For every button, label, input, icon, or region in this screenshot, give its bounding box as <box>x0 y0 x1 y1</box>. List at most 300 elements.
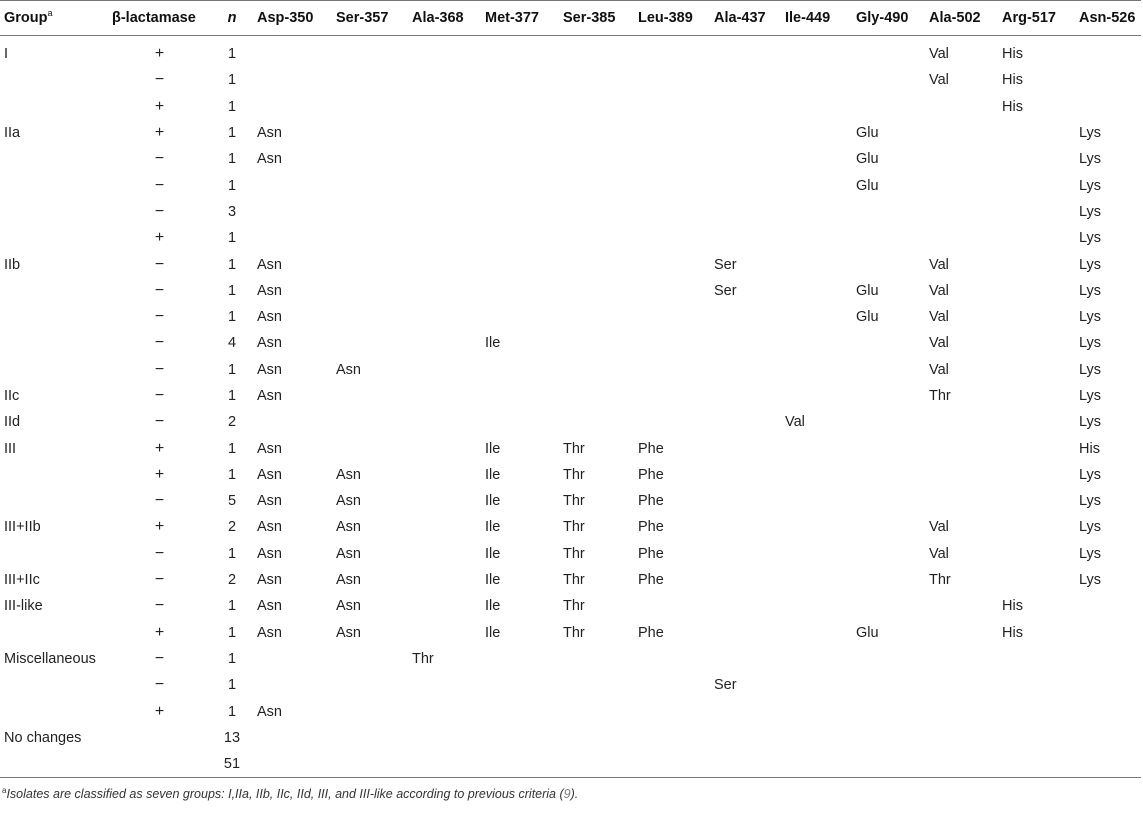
substitution-cell <box>336 751 412 777</box>
substitution-cell: Lys <box>1079 309 1102 326</box>
substitution-cell <box>714 383 785 409</box>
substitution-cell <box>785 94 856 120</box>
substitution-cell <box>1002 278 1079 304</box>
table-row <box>0 225 1141 251</box>
header-position: Ile-449 <box>785 10 831 26</box>
substitution-cell <box>638 67 714 93</box>
substitution-cell <box>563 646 638 672</box>
table-row <box>0 751 1141 777</box>
header-position: Ala-502 <box>929 10 981 26</box>
substitution-cell <box>856 698 929 724</box>
substitution-cell <box>563 225 638 251</box>
substitution-cell: Lys <box>1079 466 1102 483</box>
substitution-cell <box>785 725 856 751</box>
substitution-cell: Lys <box>1079 361 1102 378</box>
substitution-cell <box>1002 251 1079 277</box>
substitution-cell: Lys <box>1079 493 1102 510</box>
substitution-cell <box>638 94 714 120</box>
substitution-cell <box>856 251 929 277</box>
substitution-cell <box>714 646 785 672</box>
table-row <box>0 514 1141 540</box>
substitution-cell <box>856 593 929 619</box>
substitution-cell: Thr <box>563 493 585 510</box>
substitution-cell <box>1002 567 1079 593</box>
substitution-cell <box>785 146 856 172</box>
substitution-cell <box>638 35 714 67</box>
substitution-cell: Val <box>929 519 949 536</box>
substitution-cell <box>336 383 412 409</box>
group-cell <box>0 304 112 330</box>
substitution-cell <box>856 330 929 356</box>
substitution-cell <box>336 725 412 751</box>
substitution-cell <box>638 725 714 751</box>
substitution-cell <box>638 278 714 304</box>
substitution-cell <box>563 751 638 777</box>
group-cell <box>0 278 112 304</box>
substitution-cell: Asn <box>336 624 361 641</box>
substitution-cell <box>485 698 563 724</box>
substitution-cell <box>485 751 563 777</box>
substitution-cell <box>412 120 485 146</box>
substitution-cell <box>1079 35 1141 67</box>
beta-lactamase-cell: − <box>154 150 165 168</box>
substitution-cell <box>785 567 856 593</box>
beta-lactamase-cell: − <box>154 308 165 326</box>
group-cell <box>0 146 112 172</box>
substitution-cell <box>563 199 638 225</box>
group-cell <box>0 172 112 198</box>
substitution-cell <box>485 225 563 251</box>
substitution-cell <box>1079 94 1141 120</box>
n-cell: 1 <box>227 677 237 694</box>
substitution-cell <box>856 567 929 593</box>
beta-lactamase-cell: − <box>154 360 165 378</box>
table-row <box>0 251 1141 277</box>
substitution-cell <box>714 435 785 461</box>
substitution-cell: Phe <box>638 519 664 536</box>
group-cell <box>0 357 112 383</box>
substitution-cell <box>929 488 1002 514</box>
substitution-cell <box>929 593 1002 619</box>
substitution-cell <box>257 67 336 93</box>
substitution-cell <box>785 488 856 514</box>
substitution-cell <box>485 304 563 330</box>
substitution-cell <box>1002 383 1079 409</box>
footnote-text: Isolates are classified as seven groups: I,IIa, IIb, IIc, IId, III, and III-like according to previous criteria ( <box>6 787 564 802</box>
table-row <box>0 567 1141 593</box>
substitution-cell <box>1079 751 1141 777</box>
substitution-cell <box>412 251 485 277</box>
substitution-cell: Lys <box>1079 177 1102 194</box>
substitution-cell <box>929 146 1002 172</box>
substitution-cell <box>785 225 856 251</box>
n-cell: 13 <box>223 729 241 746</box>
substitution-cell <box>485 672 563 698</box>
substitution-cell: Lys <box>1079 545 1102 562</box>
substitution-cell: Ile <box>485 519 501 536</box>
substitution-cell: Val <box>929 282 949 299</box>
substitution-cell <box>1002 409 1079 435</box>
table-row <box>0 35 1141 67</box>
substitution-cell: His <box>1002 72 1023 89</box>
substitution-cell <box>412 672 485 698</box>
substitution-cell <box>856 357 929 383</box>
substitution-cell <box>714 725 785 751</box>
substitution-cell: Ser <box>714 677 737 694</box>
beta-lactamase-cell: + <box>154 702 165 720</box>
group-cell <box>0 199 112 225</box>
substitution-cell <box>714 541 785 567</box>
beta-lactamase-cell: − <box>154 676 165 694</box>
beta-lactamase-cell: − <box>154 413 165 431</box>
substitution-cell <box>1079 672 1141 698</box>
beta-lactamase-cell: − <box>154 255 165 273</box>
substitution-cell <box>257 94 336 120</box>
substitution-cell <box>412 278 485 304</box>
substitution-cell <box>714 357 785 383</box>
beta-lactamase-cell: − <box>154 649 165 667</box>
beta-lactamase-cell: − <box>154 571 165 589</box>
substitution-cell <box>1002 435 1079 461</box>
substitution-cell: Lys <box>1079 151 1102 168</box>
substitution-cell <box>1002 225 1079 251</box>
header-position: Ala-437 <box>714 10 766 26</box>
substitution-cell: Asn <box>257 572 282 589</box>
substitution-cell <box>929 120 1002 146</box>
table-header-rule <box>0 35 1141 36</box>
table-row <box>0 304 1141 330</box>
substitution-cell <box>638 357 714 383</box>
substitution-cell <box>638 304 714 330</box>
substitution-cell: Lys <box>1079 125 1102 142</box>
beta-lactamase-cell: − <box>154 176 165 194</box>
n-cell: 1 <box>227 624 237 641</box>
substitution-cell <box>638 199 714 225</box>
substitution-cell: His <box>1002 624 1023 641</box>
substitution-cell <box>257 725 336 751</box>
substitution-cell <box>563 120 638 146</box>
substitution-cell <box>412 383 485 409</box>
substitution-cell <box>563 67 638 93</box>
group-cell: III+IIb <box>4 519 41 536</box>
n-cell: 1 <box>227 177 237 194</box>
group-cell: IIb <box>4 256 21 273</box>
substitution-cell <box>1002 330 1079 356</box>
substitution-cell: Asn <box>257 282 282 299</box>
n-cell: 1 <box>227 598 237 615</box>
substitution-cell <box>336 35 412 67</box>
substitution-cell <box>563 383 638 409</box>
beta-lactamase-cell: + <box>154 97 165 115</box>
group-cell: Miscellaneous <box>4 650 96 667</box>
substitution-cell <box>638 409 714 435</box>
n-cell: 1 <box>227 256 237 273</box>
substitution-cell <box>563 251 638 277</box>
substitution-cell: Ile <box>485 493 501 510</box>
n-cell: 5 <box>227 493 237 510</box>
substitution-cell <box>1002 199 1079 225</box>
substitution-cell <box>412 172 485 198</box>
substitution-cell <box>929 751 1002 777</box>
substitution-cell: Phe <box>638 493 664 510</box>
substitution-cell <box>257 225 336 251</box>
substitution-cell: Asn <box>257 125 282 142</box>
table-row <box>0 94 1141 120</box>
substitution-cell <box>785 199 856 225</box>
substitution-cell: Phe <box>638 624 664 641</box>
substitution-cell <box>929 725 1002 751</box>
substitution-cell <box>336 199 412 225</box>
substitution-cell: Thr <box>929 388 951 404</box>
substitution-cell <box>412 435 485 461</box>
substitution-cell: Asn <box>257 309 282 326</box>
substitution-cell <box>336 225 412 251</box>
substitution-cell <box>638 383 714 409</box>
substitution-cell <box>638 120 714 146</box>
substitution-cell <box>785 304 856 330</box>
beta-lactamase-cell: − <box>154 71 165 89</box>
substitution-cell <box>714 514 785 540</box>
substitution-cell <box>563 330 638 356</box>
substitution-cell <box>412 751 485 777</box>
substitution-cell <box>785 35 856 67</box>
substitution-cell: Ile <box>485 624 501 641</box>
substitution-cell <box>638 251 714 277</box>
substitution-cell <box>714 330 785 356</box>
substitution-cell <box>714 199 785 225</box>
substitution-cell <box>856 646 929 672</box>
substitution-cell <box>638 698 714 724</box>
substitution-cell <box>1002 120 1079 146</box>
table-body <box>0 35 1141 777</box>
substitution-cell <box>1079 620 1141 646</box>
substitution-cell: Thr <box>563 624 585 641</box>
n-cell: 1 <box>227 72 237 89</box>
n-cell: 1 <box>227 46 237 63</box>
substitution-cell: Asn <box>336 545 361 562</box>
substitution-cell <box>412 567 485 593</box>
substitution-cell <box>638 330 714 356</box>
substitution-cell: His <box>1002 46 1023 63</box>
substitution-cell <box>1002 462 1079 488</box>
substitution-cell <box>929 225 1002 251</box>
beta-lactamase-cell: + <box>154 518 165 536</box>
substitution-cell: Phe <box>638 466 664 483</box>
substitution-cell: Thr <box>563 440 585 457</box>
substitution-cell: Lys <box>1079 388 1102 404</box>
substitution-cell <box>638 646 714 672</box>
substitution-cell: Asn <box>257 519 282 536</box>
substitution-cell <box>856 435 929 461</box>
substitution-cell <box>412 698 485 724</box>
beta-lactamase-cell: − <box>154 597 165 615</box>
substitution-cell <box>412 146 485 172</box>
substitution-cell: Asn <box>257 256 282 273</box>
group-cell: IId <box>4 414 21 431</box>
substitution-cell <box>485 146 563 172</box>
substitution-cell: Val <box>929 309 949 326</box>
substitution-cell <box>485 357 563 383</box>
substitution-cell <box>785 751 856 777</box>
substitution-cell <box>714 225 785 251</box>
substitution-cell: Asn <box>257 493 282 510</box>
substitution-cell: Thr <box>563 598 585 615</box>
substitution-cell <box>485 199 563 225</box>
substitution-cell <box>336 672 412 698</box>
substitution-cell <box>412 409 485 435</box>
beta-lactamase-cell: − <box>154 544 165 562</box>
substitution-cell <box>1002 725 1079 751</box>
substitution-cell <box>1002 488 1079 514</box>
substitution-cell <box>856 225 929 251</box>
substitution-cell <box>1002 751 1079 777</box>
substitution-cell: Thr <box>563 545 585 562</box>
substitution-cell <box>563 146 638 172</box>
n-cell: 3 <box>227 203 237 220</box>
substitution-cell: Asn <box>336 598 361 615</box>
table-row <box>0 120 1141 146</box>
substitution-cell <box>336 94 412 120</box>
substitution-cell <box>412 620 485 646</box>
substitution-cell <box>412 541 485 567</box>
substitution-cell <box>336 120 412 146</box>
substitution-cell: Ile <box>485 466 501 483</box>
substitution-cell: Asn <box>257 335 282 352</box>
substitution-cell <box>714 67 785 93</box>
table-row <box>0 330 1141 356</box>
substitution-cell: Lys <box>1079 335 1102 352</box>
header-position: Leu-389 <box>638 10 693 26</box>
substitution-cell <box>336 278 412 304</box>
n-cell: 1 <box>227 282 237 299</box>
substitution-cell <box>336 172 412 198</box>
beta-lactamase-cell: − <box>154 202 165 220</box>
substitution-cell: Val <box>929 46 949 63</box>
footnote-ref-link[interactable]: 9 <box>563 787 571 802</box>
substitution-cell <box>856 751 929 777</box>
substitution-cell <box>485 646 563 672</box>
substitution-cell <box>714 593 785 619</box>
group-cell <box>0 94 112 120</box>
group-cell: No changes <box>4 729 82 746</box>
substitution-cell <box>929 199 1002 225</box>
substitution-cell <box>257 672 336 698</box>
substitution-cell: Val <box>929 72 949 89</box>
substitution-cell: Lys <box>1079 256 1102 273</box>
substitution-cell <box>412 94 485 120</box>
substitution-cell: Glu <box>856 309 879 326</box>
substitution-cell <box>485 409 563 435</box>
substitution-cell <box>856 199 929 225</box>
substitution-cell: Ile <box>485 598 501 615</box>
substitution-cell <box>563 94 638 120</box>
group-cell <box>0 67 112 93</box>
substitution-cell <box>856 672 929 698</box>
n-cell: 4 <box>227 335 237 352</box>
header-position: Ser-357 <box>336 10 389 26</box>
group-cell <box>0 620 112 646</box>
header-position: Met-377 <box>485 10 539 26</box>
substitution-cell <box>1079 698 1141 724</box>
substitution-cell <box>929 620 1002 646</box>
footnote-tail: ). <box>570 787 579 802</box>
substitution-cell: Val <box>929 256 949 273</box>
substitution-cell <box>856 94 929 120</box>
substitution-cell: Lys <box>1079 203 1102 220</box>
substitution-cell: Glu <box>856 125 879 142</box>
substitution-cell: Ile <box>485 335 501 352</box>
substitution-cell: Asn <box>257 361 282 378</box>
substitution-cell <box>257 172 336 198</box>
substitution-cell: Asn <box>257 151 282 168</box>
substitution-cell <box>785 172 856 198</box>
header-beta-lactamase: β-lactamase <box>112 10 196 26</box>
substitution-cell: Phe <box>638 440 664 457</box>
beta-lactamase-cell <box>112 751 207 777</box>
beta-lactamase-cell: + <box>154 229 165 247</box>
beta-lactamase-cell: + <box>154 465 165 483</box>
table-row <box>0 409 1141 435</box>
group-cell <box>0 698 112 724</box>
header-position: Arg-517 <box>1002 10 1056 26</box>
substitution-cell: Val <box>929 335 949 352</box>
substitution-cell: Lys <box>1079 414 1102 431</box>
table-row <box>0 67 1141 93</box>
table-row <box>0 672 1141 698</box>
substitution-cell: Ser <box>714 282 737 299</box>
group-cell: IIa <box>4 125 21 142</box>
group-cell <box>0 462 112 488</box>
substitution-cell <box>1002 357 1079 383</box>
substitution-cell: Asn <box>257 388 282 404</box>
substitution-cell <box>856 67 929 93</box>
substitution-cell <box>785 435 856 461</box>
substitution-cell: Ser <box>714 256 737 273</box>
substitution-cell <box>336 251 412 277</box>
substitution-cell <box>485 94 563 120</box>
substitution-cell <box>485 35 563 67</box>
n-cell: 2 <box>227 414 237 431</box>
substitution-cell <box>638 172 714 198</box>
substitution-cell <box>485 383 563 409</box>
substitution-cell <box>714 146 785 172</box>
substitution-cell <box>412 593 485 619</box>
substitution-cell <box>1079 593 1141 619</box>
substitution-cell <box>785 383 856 409</box>
substitution-cell: Lys <box>1079 230 1102 247</box>
table-row <box>0 698 1141 724</box>
substitution-cell <box>714 462 785 488</box>
substitution-cell <box>485 725 563 751</box>
substitution-cell: His <box>1002 98 1023 115</box>
substitution-cell <box>785 278 856 304</box>
substitution-cell <box>412 199 485 225</box>
substitution-cell <box>563 357 638 383</box>
n-cell: 1 <box>227 545 237 562</box>
substitution-cell <box>336 330 412 356</box>
substitution-cell: Asn <box>336 519 361 536</box>
table-row <box>0 172 1141 198</box>
substitution-cell: Thr <box>563 572 585 589</box>
substitution-cell <box>485 172 563 198</box>
table-row <box>0 488 1141 514</box>
substitution-cell: Glu <box>856 151 879 168</box>
substitution-cell <box>929 94 1002 120</box>
substitution-cell <box>563 172 638 198</box>
beta-lactamase-cell: − <box>154 387 165 404</box>
n-cell: 1 <box>227 440 237 457</box>
substitution-cell <box>563 672 638 698</box>
